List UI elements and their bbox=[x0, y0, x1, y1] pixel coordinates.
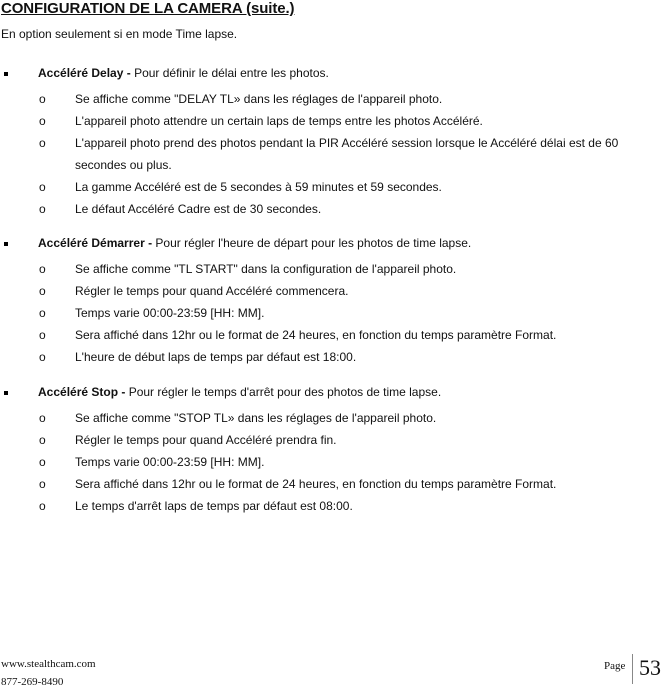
bullet-stop bbox=[0, 385, 665, 407]
list-item: o Régler le temps pour quand Accéléré prendra fin. bbox=[0, 429, 665, 451]
footer-phone: 877-269-8490 bbox=[1, 676, 64, 688]
list-item: o La gamme Accéléré est de 5 secondes à 59 minutes et 59 secondes. bbox=[0, 176, 665, 198]
page-number: 53 bbox=[639, 655, 661, 680]
list-item: o Régler le temps pour quand Accéléré commencera. bbox=[0, 280, 665, 302]
circle-bullet-icon: o bbox=[39, 328, 46, 342]
list-item: o L'appareil photo attendre un certain laps de temps entre les photos Accéléré. bbox=[0, 110, 665, 132]
circle-bullet-icon: o bbox=[39, 262, 46, 276]
list-item: o Sera affiché dans 12hr ou le format de 24 heures, en fonction du temps paramètre Format. bbox=[0, 324, 665, 346]
circle-bullet-icon: o bbox=[39, 306, 46, 320]
bullet-description: Pour régler le temps d'arrêt pour des photos de time lapse. bbox=[125, 385, 442, 399]
square-bullet-icon bbox=[4, 72, 8, 76]
list-item: o L'appareil photo prend des photos pendant la PIR Accéléré session lorsque le Accéléré délai est de 60 secondes ou plus. bbox=[0, 132, 665, 176]
bullet-start bbox=[0, 236, 665, 258]
list-item: o L'heure de début laps de temps par défaut est 18:00. bbox=[0, 346, 665, 368]
footer-website[interactable]: www.stealthcam.com bbox=[1, 658, 96, 670]
circle-bullet-icon: o bbox=[39, 114, 46, 128]
circle-bullet-icon: o bbox=[39, 202, 46, 216]
section-start bbox=[0, 236, 665, 368]
circle-bullet-icon: o bbox=[39, 455, 46, 469]
bullet-delay bbox=[0, 66, 665, 88]
bullet-description: Pour régler l'heure de départ pour les photos de time lapse. bbox=[152, 236, 472, 250]
circle-bullet-icon: o bbox=[39, 284, 46, 298]
square-bullet-icon bbox=[4, 391, 8, 395]
intro-text: En option seulement si en mode Time lapse. bbox=[1, 27, 238, 41]
circle-bullet-icon: o bbox=[39, 180, 46, 194]
list-item: o Temps varie 00:00-23:59 [HH: MM]. bbox=[0, 302, 665, 324]
circle-bullet-icon: o bbox=[39, 350, 46, 364]
circle-bullet-icon: o bbox=[39, 433, 46, 447]
list-item: o Se affiche comme "TL START" dans la configuration de l'appareil photo. bbox=[0, 258, 665, 280]
page-divider bbox=[632, 654, 633, 684]
circle-bullet-icon: o bbox=[39, 411, 46, 425]
bullet-heading: Accéléré Delay - bbox=[38, 66, 131, 80]
section-delay bbox=[0, 66, 665, 220]
circle-bullet-icon: o bbox=[39, 499, 46, 513]
circle-bullet-icon: o bbox=[39, 477, 46, 491]
section-stop bbox=[0, 385, 665, 517]
bullet-heading: Accéléré Démarrer - bbox=[38, 236, 153, 250]
list-item: o Sera affiché dans 12hr ou le format de 24 heures, en fonction du temps paramètre Format. bbox=[0, 473, 665, 495]
list-item: o Se affiche comme "STOP TL» dans les réglages de l'appareil photo. bbox=[0, 407, 665, 429]
list-item: o Temps varie 00:00-23:59 [HH: MM]. bbox=[0, 451, 665, 473]
circle-bullet-icon: o bbox=[39, 136, 46, 150]
bullet-description: Pour définir le délai entre les photos. bbox=[130, 66, 329, 80]
bullet-heading: Accéléré Stop - bbox=[38, 385, 126, 399]
square-bullet-icon bbox=[4, 242, 8, 246]
list-item: o Le défaut Accéléré Cadre est de 30 secondes. bbox=[0, 198, 665, 220]
page-label: Page bbox=[604, 660, 626, 672]
circle-bullet-icon: o bbox=[39, 92, 46, 106]
page-title: CONFIGURATION DE LA CAMERA (suite.) bbox=[1, 0, 295, 17]
list-item: o Le temps d'arrêt laps de temps par défaut est 08:00. bbox=[0, 495, 665, 517]
list-item: o Se affiche comme "DELAY TL» dans les réglages de l'appareil photo. bbox=[0, 88, 665, 110]
